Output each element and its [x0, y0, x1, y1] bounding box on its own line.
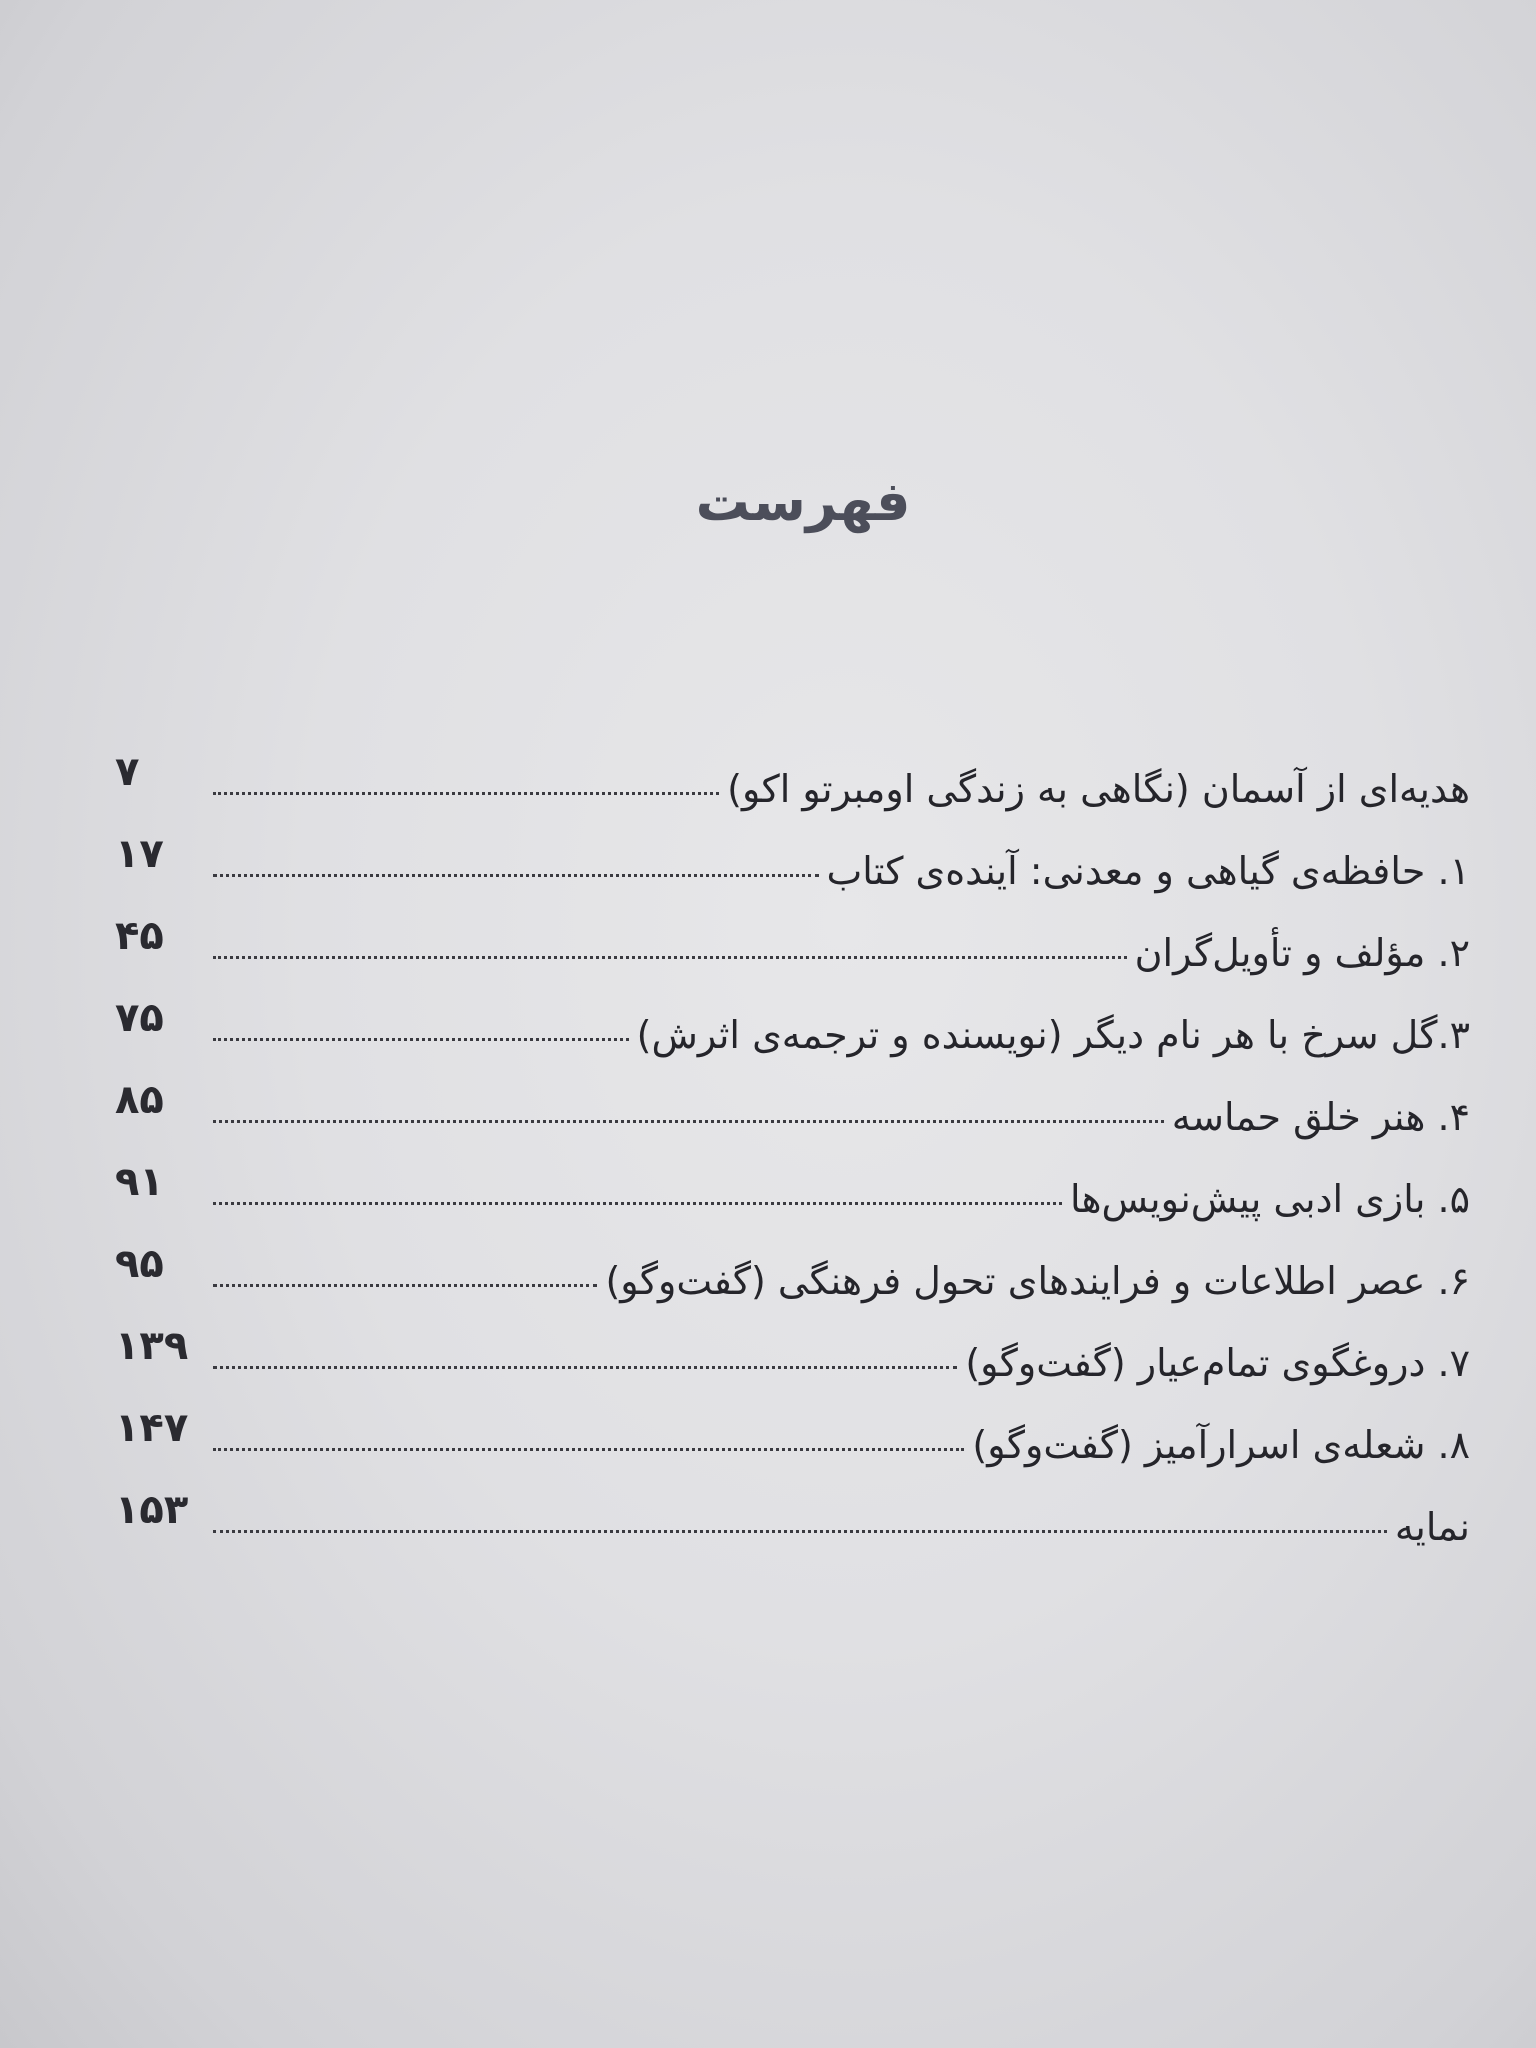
toc-entry-title: ۸. شعله‌ی اسرارآمیز (گفت‌وگو) [972, 1423, 1470, 1467]
toc-entry-title: هدیه‌ای از آسمان (نگاهی به زندگی اومبرتو اکو) [727, 767, 1470, 811]
toc-entry [115, 735, 1470, 817]
toc-leader-dots [213, 1202, 1062, 1205]
toc-leader-dots [213, 956, 1127, 959]
page-title: فهرست [695, 470, 911, 533]
toc-entry [115, 981, 1470, 1063]
toc-leader-dots [213, 874, 819, 877]
toc-entry [115, 1309, 1470, 1391]
toc-entry-title: نمایه [1394, 1505, 1470, 1549]
toc-entry-title: ۲. مؤلف و تأویل‌گران [1134, 931, 1470, 975]
toc-page-number: ۹۵ [115, 1241, 164, 1287]
toc-page-number: ۸۵ [115, 1077, 164, 1123]
toc-leader-dots [213, 1284, 597, 1287]
toc-entry [115, 1473, 1470, 1555]
toc-entry [115, 1227, 1470, 1309]
toc-page-number: ۴۵ [115, 913, 164, 959]
toc-leader-dots [213, 1530, 1387, 1533]
toc-entry-title: ۶. عصر اطلاعات و فرایندهای تحول فرهنگی (گفت‌وگو) [605, 1259, 1470, 1303]
toc-page-number: ۱۴۷ [115, 1405, 189, 1451]
toc-entry [115, 1063, 1470, 1145]
toc-entry [115, 1145, 1470, 1227]
toc-leader-dots [213, 1038, 629, 1041]
toc-entry-title: ۴. هنر خلق حماسه [1171, 1095, 1470, 1139]
toc-page-number: ۹۱ [115, 1159, 164, 1205]
toc-page-number: ۷۵ [115, 995, 164, 1041]
toc-entry-title: ۷. دروغگوی تمام‌عیار (گفت‌وگو) [965, 1341, 1470, 1385]
toc-leader-dots [213, 1366, 957, 1369]
toc-page-number: ۱۷ [115, 831, 164, 877]
toc-entry-title: ۵. بازی ادبی پیش‌نویس‌ها [1069, 1177, 1470, 1221]
toc-entry [115, 899, 1470, 981]
table-of-contents [115, 735, 1470, 1555]
toc-leader-dots [213, 1448, 964, 1451]
toc-page-number: ۱۳۹ [115, 1323, 189, 1369]
toc-entry-title: ۱. حافظه‌ی گیاهی و معدنی: آینده‌ی کتاب [826, 849, 1470, 893]
toc-entry [115, 817, 1470, 899]
toc-page-number: ۱۵۳ [115, 1487, 189, 1533]
toc-page-number: ۷ [115, 749, 140, 795]
toc-leader-dots [213, 1120, 1164, 1123]
toc-entry-title: ۳.گل سرخ با هر نام دیگر (نویسنده و ترجمه‌ی اثرش) [636, 1013, 1470, 1057]
toc-entry [115, 1391, 1470, 1473]
toc-leader-dots [213, 792, 719, 795]
